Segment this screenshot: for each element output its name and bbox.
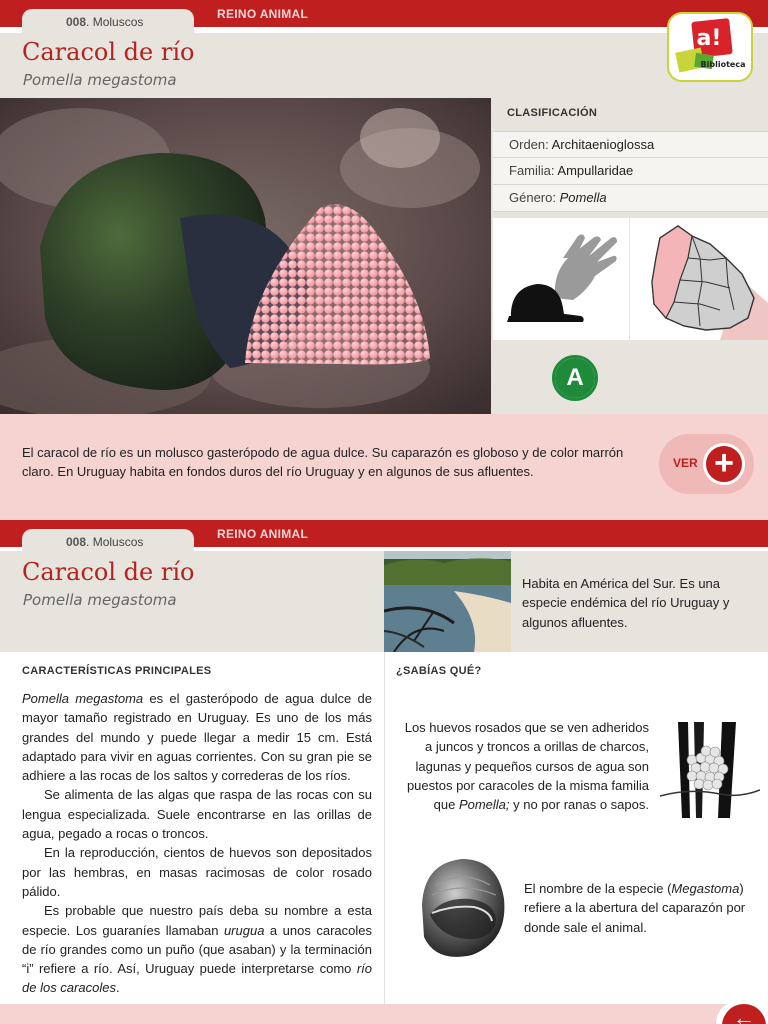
paragraph-text: Es probable que nuestro país deba su nombre a esta especie. Los guaraníes llamaban bbox=[22, 903, 372, 938]
row-key: Género: bbox=[509, 190, 560, 205]
classification-row-orden bbox=[493, 131, 768, 158]
conservation-badge bbox=[552, 355, 598, 401]
page-number-2: 008 bbox=[66, 535, 87, 549]
scientific-name-2: Pomella megastoma bbox=[23, 591, 177, 609]
paragraph-text: Se alimenta de las algas que raspa de las rocas con su lengua especializada. Suele encontrarse en las orillas de agua, pegado a rocas o troncos. bbox=[22, 787, 372, 842]
did-you-know-heading: ¿SABÍAS QUÉ? bbox=[396, 665, 482, 677]
fact-megastoma-text bbox=[524, 879, 760, 937]
species-name-italic: Pomella megastoma bbox=[22, 691, 144, 706]
page-title: Caracol de río bbox=[22, 38, 195, 66]
biblioteca-logo[interactable] bbox=[665, 10, 755, 84]
paragraph-text: a unos caracoles de río grandes como un puño (que asaban) y la terminación “i” refiere a río. Así, Uruguay puede interpretarse como bbox=[22, 922, 372, 977]
badge-letter: A bbox=[555, 358, 595, 398]
characteristics-paragraph-4 bbox=[22, 901, 372, 997]
page-number: 008 bbox=[66, 15, 87, 29]
plus-icon: + bbox=[703, 443, 745, 485]
back-arrow-icon: ← bbox=[722, 1004, 766, 1024]
fact-text: El nombre de la especie ( bbox=[524, 881, 672, 896]
size-comparison-box bbox=[493, 218, 629, 340]
river-habitat-photo bbox=[384, 551, 511, 652]
characteristics-paragraph-3 bbox=[22, 843, 372, 901]
hand-snail-size-icon bbox=[493, 218, 629, 340]
eggs-on-reeds-illustration bbox=[660, 718, 760, 818]
fact-text: Los huevos rosados que se ven adheridos a juncos y troncos a orillas de charcos, lagunas y pequeños cursos de agua son puestos por caracoles de la misma familia que bbox=[404, 720, 649, 813]
logo-text: a! bbox=[696, 26, 722, 51]
classification-row-genero bbox=[493, 185, 768, 212]
row-value: Pomella bbox=[559, 190, 607, 205]
ver-label: VER bbox=[673, 456, 698, 470]
habitat-text: Habita en América del Sur. Es una especie endémica del río Uruguay y algunos afluentes. bbox=[522, 576, 730, 630]
fact-text: ) refiere a la abertura del caparazón por donde sale el animal. bbox=[524, 881, 746, 935]
snail-eggs-photo bbox=[0, 98, 491, 414]
fact-eggs-text bbox=[396, 718, 649, 814]
classification-row-familia bbox=[493, 158, 768, 185]
fact-text: y no por ranas o sapos. bbox=[509, 797, 649, 813]
characteristics-text bbox=[22, 689, 372, 998]
logo-label: Biblioteca bbox=[700, 60, 746, 69]
paragraph-text: es el gasterópodo de agua dulce de mayor tamaño registrado en Uruguay. Es uno de los más grandes del mundo y puede llegar a medir 15 cm. Está adaptado para vivir en aguas corrientes. Con su gran pie se adhiere a las rocas de los saltos y correderas de los ríos. bbox=[22, 691, 372, 784]
italic-word: urugua bbox=[223, 922, 265, 938]
bottom-band bbox=[0, 1004, 768, 1024]
characteristics-heading: CARACTERÍSTICAS PRINCIPALES bbox=[22, 665, 212, 677]
biblioteca-logo-icon bbox=[665, 10, 755, 84]
row-value: Architaenioglossa bbox=[551, 137, 655, 152]
snail-shell-icon bbox=[412, 855, 508, 961]
fact-italic: Megastoma bbox=[671, 881, 740, 896]
row-key: Familia: bbox=[509, 163, 558, 178]
paragraph-text: . bbox=[115, 980, 120, 996]
scientific-name: Pomella megastoma bbox=[23, 71, 177, 89]
page-title-2: Caracol de río bbox=[22, 558, 195, 586]
row-key: Orden: bbox=[509, 137, 552, 152]
uruguay-map-icon bbox=[630, 218, 768, 340]
characteristics-paragraph-2 bbox=[22, 785, 372, 843]
paragraph-text: En la reproducción, cientos de huevos son depositados por las hembras, en masas racimosas de color rosado pálido. bbox=[22, 845, 372, 899]
section-label-2: REINO ANIMAL bbox=[217, 527, 309, 541]
category-name-2: . Moluscos bbox=[86, 535, 144, 549]
characteristics-paragraph-1 bbox=[22, 689, 372, 785]
row-value: Ampullaridae bbox=[557, 163, 634, 178]
column-divider bbox=[384, 652, 385, 1004]
distribution-map bbox=[630, 218, 768, 340]
category-tab-2 bbox=[22, 529, 194, 555]
description-text: El caracol de río es un molusco gasterópodo de agua dulce. Su caparazón es globoso y de color marrón claro. En Uruguay habita en fondos duros del río Uruguay y en algunos de sus afluentes. bbox=[22, 445, 624, 479]
eggs-on-reeds-icon bbox=[660, 718, 760, 818]
category-tab bbox=[22, 9, 194, 35]
classification-heading: CLASIFICACIÓN bbox=[507, 107, 598, 119]
section-label: REINO ANIMAL bbox=[217, 7, 309, 21]
snail-shell-illustration bbox=[412, 855, 508, 961]
ver-button[interactable] bbox=[659, 434, 754, 494]
italic-phrase: río de los caracoles bbox=[22, 961, 372, 996]
fact-italic: Pomella; bbox=[458, 797, 510, 813]
category-name: . Moluscos bbox=[86, 15, 144, 29]
